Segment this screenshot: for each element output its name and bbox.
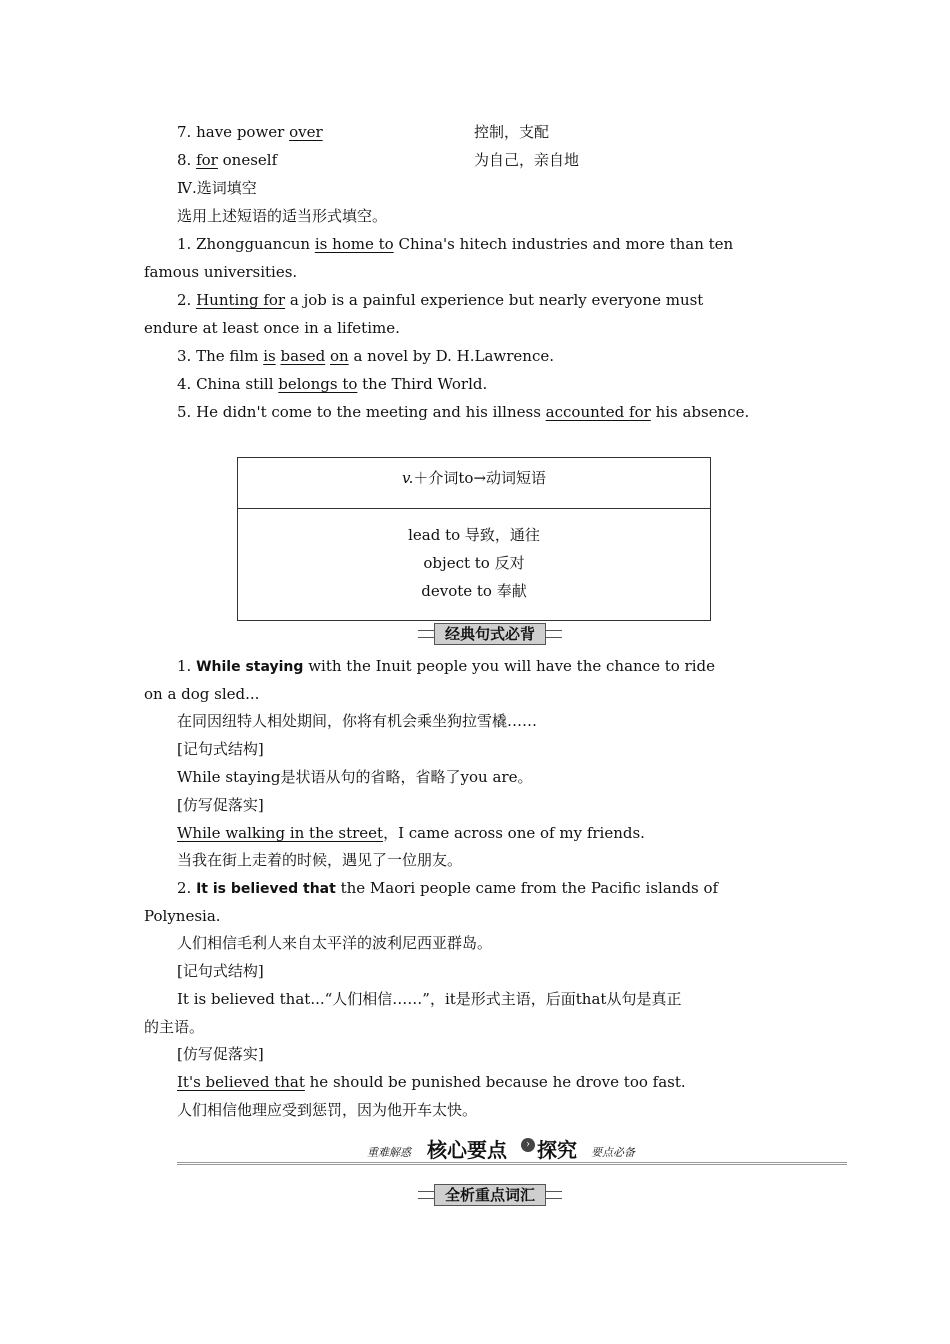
phrase-box-item: lead to 导致，通往 (408, 526, 540, 544)
sentence-1-cont: on a dog sled... (144, 685, 260, 703)
phrase-box-header: v.＋介词to→动词短语 (238, 458, 710, 509)
practice-label: [仿写促落实] (177, 796, 264, 814)
practice-sentence: While walking in the street，I came across one of my friends. (177, 824, 645, 842)
question-5: 5. He didn't come to the meeting and his illness accounted for his absence. (177, 403, 750, 421)
practice-translation: 人们相信他理应受到惩罚，因为他开车太快。 (177, 1101, 478, 1119)
question-2: 2. Hunting for a job is a painful experience but nearly everyone must (177, 291, 704, 309)
sentence-2-cont: Polynesia. (144, 907, 221, 925)
sentence-1: 1. While staying with the Inuit people you will have the chance to ride (177, 657, 715, 675)
sentence-1-translation: 在同因纽特人相处期间，你将有机会乘坐狗拉雪橇…… (177, 712, 538, 730)
core-section-header: 重难解惑 核心要点 › 探究 要点必备 (177, 1134, 847, 1165)
chevron-right-icon: › (521, 1138, 535, 1152)
phrase-item-8: 8. for oneself (177, 151, 278, 169)
question-3: 3. The film is based on a novel by D. H.Lawrence. (177, 347, 554, 365)
practice-translation: 当我在街上走着的时候，遇见了一位朋友。 (177, 851, 463, 869)
sentence-2: 2. It is believed that the Maori people came from the Pacific islands of (177, 879, 719, 897)
phrase-box (237, 457, 711, 621)
answer-blank: belongs to (278, 375, 358, 393)
phrase-box-item: devote to 奉献 (421, 582, 527, 600)
structure-label: [记句式结构] (177, 962, 264, 980)
answer-blank: It's believed that (177, 1073, 305, 1091)
phrase-item-7: 7. have power over (177, 123, 323, 141)
section-title: Ⅳ.选词填空 (177, 179, 257, 197)
sentence-2-translation: 人们相信毛利人来自太平洋的波利尼西亚群岛。 (177, 934, 493, 952)
phrase-box-body (238, 509, 710, 605)
structure-text: While staying是状语从句的省略，省略了you are。 (177, 768, 533, 786)
phrase-meaning-8: 为自己，亲自地 (474, 151, 580, 169)
structure-text-cont: 的主语。 (144, 1018, 205, 1036)
answer-blank: on (329, 347, 349, 365)
phrase-meaning-7: 控制，支配 (474, 123, 550, 141)
question-4: 4. China still belongs to the Third World. (177, 375, 488, 393)
structure-text: It is believed that...“人们相信……”，it是形式主语，后面that从句是真正 (177, 990, 682, 1008)
answer-blank: is (263, 347, 276, 365)
question-2-cont: endure at least once in a lifetime. (144, 319, 400, 337)
phrase-box-item: object to 反对 (423, 554, 525, 572)
answer-blank: While walking in the street (177, 824, 384, 842)
section-banner: 全析重点词汇 (408, 1185, 572, 1205)
section-banner: 经典句式必背 (408, 624, 572, 644)
answer-blank: for (196, 151, 218, 169)
answer-blank: Hunting for (196, 291, 286, 309)
answer-blank: is home to (314, 235, 394, 253)
structure-label: [记句式结构] (177, 740, 264, 758)
answer-blank: over (289, 123, 323, 141)
question-1: 1. Zhongguancun is home to China's hitech industries and more than ten (177, 235, 734, 253)
question-1-cont: famous universities. (144, 263, 298, 281)
answer-blank: accounted for (545, 403, 651, 421)
section-instruction: 选用上述短语的适当形式填空。 (177, 207, 388, 225)
practice-label: [仿写促落实] (177, 1045, 264, 1063)
answer-blank: based (280, 347, 326, 365)
practice-sentence: It's believed that he should be punished because he drove too fast. (177, 1073, 686, 1091)
